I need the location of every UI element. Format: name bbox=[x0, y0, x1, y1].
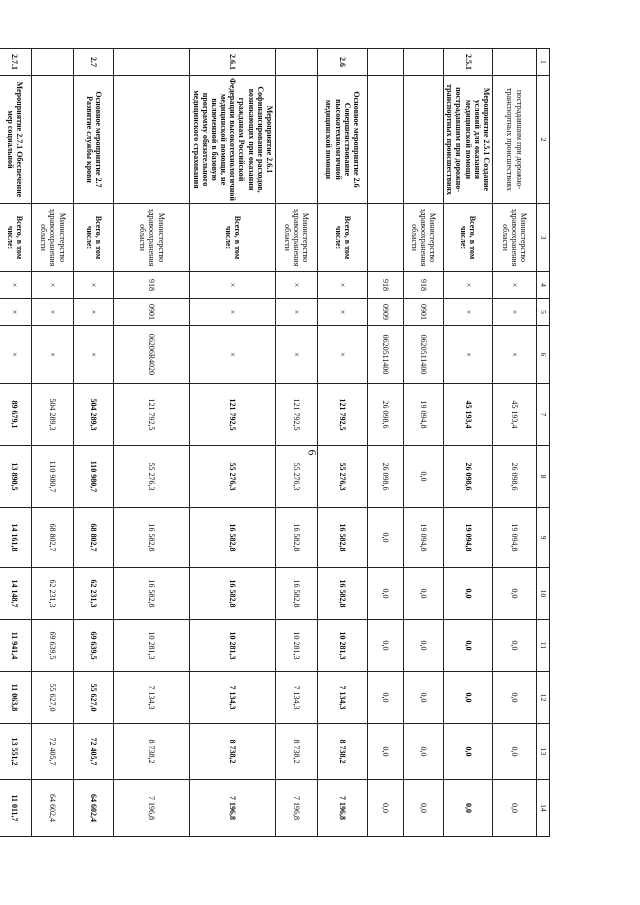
year-value: 10 281,3 bbox=[276, 620, 318, 672]
code-grbs: 918 bbox=[114, 272, 190, 299]
code-rzpr: × bbox=[276, 299, 318, 326]
row-executor: Министерство здравоохранения области bbox=[404, 204, 444, 272]
row-name bbox=[32, 76, 74, 204]
col-number: 14 bbox=[537, 780, 550, 837]
year-value: 11 063,8 bbox=[0, 672, 32, 724]
row-name: Мероприятие 2.5.1 Создание условий для оказания медицинской помощи пострадавшим при дорожно-транспортных происшествиях bbox=[444, 76, 493, 204]
year-value: 16 582,8 bbox=[114, 568, 190, 620]
row-name bbox=[404, 76, 444, 204]
row-name bbox=[276, 76, 318, 204]
year-value: 16 582,8 bbox=[114, 508, 190, 568]
col-number: 4 bbox=[537, 272, 550, 299]
sum-total: 26 098,6 bbox=[368, 384, 404, 446]
sum-total: 45 193,4 bbox=[493, 384, 537, 446]
row-executor: Министерство здравоохранения области bbox=[493, 204, 537, 272]
table-row bbox=[74, 49, 114, 837]
year-value: 13 551,2 bbox=[0, 724, 32, 780]
year-value: 16 582,8 bbox=[190, 568, 276, 620]
sum-total: 19 094,8 bbox=[404, 384, 444, 446]
code-grbs: × bbox=[444, 272, 493, 299]
code-csr: 0620511400 bbox=[368, 326, 404, 384]
code-rzpr: × bbox=[318, 299, 368, 326]
year-value: 11 011,7 bbox=[0, 780, 32, 837]
year-value: 19 094,8 bbox=[444, 508, 493, 568]
year-value: 0,0 bbox=[493, 672, 537, 724]
year-value: 0,0 bbox=[368, 672, 404, 724]
year-value: 10 281,3 bbox=[318, 620, 368, 672]
year-value: 7 134,3 bbox=[318, 672, 368, 724]
row-name: пострадавшим при дорожно-транспортных происшествиях bbox=[493, 76, 537, 204]
code-rzpr: × bbox=[190, 299, 276, 326]
code-csr: × bbox=[74, 326, 114, 384]
code-rzpr: 0901 bbox=[404, 299, 444, 326]
column-number-row bbox=[537, 49, 550, 837]
year-value: 72 405,7 bbox=[74, 724, 114, 780]
year-value: 0,0 bbox=[404, 620, 444, 672]
sum-total: 504 289,3 bbox=[32, 384, 74, 446]
code-csr: × bbox=[444, 326, 493, 384]
year-value: 8 738,2 bbox=[190, 724, 276, 780]
col-number: 7 bbox=[537, 384, 550, 446]
row-executor bbox=[368, 204, 404, 272]
year-value: 0,0 bbox=[444, 780, 493, 837]
row-executor: Всего, в том числе: bbox=[318, 204, 368, 272]
year-value: 55 276,3 bbox=[114, 446, 190, 508]
row-id bbox=[493, 49, 537, 76]
budget-table bbox=[0, 48, 550, 837]
year-value: 0,0 bbox=[404, 780, 444, 837]
table-row bbox=[444, 49, 493, 837]
year-value: 7 196,8 bbox=[318, 780, 368, 837]
row-id bbox=[404, 49, 444, 76]
row-executor: Всего, в том числе: bbox=[0, 204, 32, 272]
col-number: 10 bbox=[537, 568, 550, 620]
year-value: 68 802,7 bbox=[32, 508, 74, 568]
col-number: 2 bbox=[537, 76, 550, 204]
year-value: 72 405,7 bbox=[32, 724, 74, 780]
code-csr: × bbox=[32, 326, 74, 384]
code-csr: 06206R4020 bbox=[114, 326, 190, 384]
year-value: 16 582,8 bbox=[276, 568, 318, 620]
row-id: 2.7.1 bbox=[0, 49, 32, 76]
year-value: 0,0 bbox=[368, 780, 404, 837]
code-csr: × bbox=[190, 326, 276, 384]
year-value: 0,0 bbox=[493, 724, 537, 780]
row-name: Мероприятие 2.7.1 Обеспечение мер социальной bbox=[0, 76, 32, 204]
year-value: 55 276,3 bbox=[190, 446, 276, 508]
year-value: 0,0 bbox=[404, 724, 444, 780]
sum-total: 121 792,5 bbox=[190, 384, 276, 446]
year-value: 16 582,8 bbox=[318, 568, 368, 620]
col-number: 11 bbox=[537, 620, 550, 672]
table-body bbox=[0, 49, 537, 837]
table-row bbox=[190, 49, 276, 837]
year-value: 0,0 bbox=[368, 508, 404, 568]
row-id bbox=[276, 49, 318, 76]
year-value: 19 094,8 bbox=[493, 508, 537, 568]
row-executor: Всего, в том числе: bbox=[190, 204, 276, 272]
year-value: 0,0 bbox=[368, 568, 404, 620]
year-value: 14 148,7 bbox=[0, 568, 32, 620]
code-rzpr: × bbox=[0, 299, 32, 326]
year-value: 10 281,3 bbox=[114, 620, 190, 672]
table-row bbox=[404, 49, 444, 837]
table-row bbox=[276, 49, 318, 837]
year-value: 0,0 bbox=[444, 672, 493, 724]
table-row bbox=[32, 49, 74, 837]
code-csr: × bbox=[0, 326, 32, 384]
sum-total: 45 193,4 bbox=[444, 384, 493, 446]
year-value: 14 161,8 bbox=[0, 508, 32, 568]
year-value: 19 094,8 bbox=[404, 508, 444, 568]
row-name: Мероприятие 2.6.1 Софинансирование расходов, возникающих при оказании гражданам Российской Федерации высокотехнологичной медицинской помощи, не включенной в базовую программу обязательного медицинского страхования bbox=[190, 76, 276, 204]
year-value: 0,0 bbox=[493, 780, 537, 837]
year-value: 7 134,3 bbox=[276, 672, 318, 724]
row-id bbox=[32, 49, 74, 76]
row-name: Основное мероприятие 2.7 Развитие службы крови bbox=[74, 76, 114, 204]
year-value: 10 281,3 bbox=[190, 620, 276, 672]
col-number: 9 bbox=[537, 508, 550, 568]
year-value: 8 738,2 bbox=[114, 724, 190, 780]
row-executor: Министерство здравоохранения области bbox=[32, 204, 74, 272]
year-value: 7 134,3 bbox=[114, 672, 190, 724]
sum-total: 121 792,5 bbox=[114, 384, 190, 446]
col-number: 5 bbox=[537, 299, 550, 326]
year-value: 0,0 bbox=[444, 724, 493, 780]
year-value: 110 980,7 bbox=[74, 446, 114, 508]
code-rzpr: × bbox=[444, 299, 493, 326]
year-value: 68 802,7 bbox=[74, 508, 114, 568]
row-executor: Всего, в том числе: bbox=[74, 204, 114, 272]
year-value: 0,0 bbox=[404, 568, 444, 620]
year-value: 62 231,3 bbox=[74, 568, 114, 620]
table-row bbox=[368, 49, 404, 837]
year-value: 13 890,5 bbox=[0, 446, 32, 508]
year-value: 69 639,5 bbox=[32, 620, 74, 672]
year-value: 0,0 bbox=[404, 672, 444, 724]
page-number: 6 bbox=[305, 449, 320, 456]
year-value: 0,0 bbox=[368, 724, 404, 780]
code-csr: × bbox=[493, 326, 537, 384]
sum-total: 121 792,5 bbox=[318, 384, 368, 446]
row-executor: Министерство здравоохранения области bbox=[114, 204, 190, 272]
row-id: 2.5.1 bbox=[444, 49, 493, 76]
col-number: 6 bbox=[537, 326, 550, 384]
code-rzpr: × bbox=[74, 299, 114, 326]
year-value: 8 738,2 bbox=[318, 724, 368, 780]
code-grbs: × bbox=[493, 272, 537, 299]
col-number: 8 bbox=[537, 446, 550, 508]
col-number: 3 bbox=[537, 204, 550, 272]
year-value: 110 980,7 bbox=[32, 446, 74, 508]
year-value: 0,0 bbox=[444, 568, 493, 620]
row-name: Основное мероприятие 2.6 Совершенствование высокотехнологичной медицинской помощи bbox=[318, 76, 368, 204]
year-value: 62 231,3 bbox=[32, 568, 74, 620]
year-value: 64 602,4 bbox=[74, 780, 114, 837]
row-id: 2.6 bbox=[318, 49, 368, 76]
year-value: 16 582,8 bbox=[276, 508, 318, 568]
year-value: 0,0 bbox=[368, 620, 404, 672]
year-value: 0,0 bbox=[493, 568, 537, 620]
year-value: 7 196,8 bbox=[190, 780, 276, 837]
code-rzpr: 0901 bbox=[114, 299, 190, 326]
year-value: 7 134,3 bbox=[190, 672, 276, 724]
year-value: 55 276,3 bbox=[276, 446, 318, 508]
code-grbs: × bbox=[318, 272, 368, 299]
code-grbs: × bbox=[74, 272, 114, 299]
year-value: 16 582,8 bbox=[318, 508, 368, 568]
code-grbs: × bbox=[32, 272, 74, 299]
sum-total: 121 792,5 bbox=[276, 384, 318, 446]
code-grbs: × bbox=[0, 272, 32, 299]
year-value: 55 627,0 bbox=[32, 672, 74, 724]
sum-total: 89 679,1 bbox=[0, 384, 32, 446]
year-value: 8 738,2 bbox=[276, 724, 318, 780]
col-number: 12 bbox=[537, 672, 550, 724]
row-id bbox=[368, 49, 404, 76]
code-grbs: × bbox=[276, 272, 318, 299]
sum-total: 504 289,3 bbox=[74, 384, 114, 446]
code-csr: × bbox=[318, 326, 368, 384]
year-value: 0,0 bbox=[404, 446, 444, 508]
year-value: 55 276,3 bbox=[318, 446, 368, 508]
year-value: 7 196,8 bbox=[114, 780, 190, 837]
code-grbs: × bbox=[190, 272, 276, 299]
year-value: 16 582,8 bbox=[190, 508, 276, 568]
year-value: 26 098,6 bbox=[493, 446, 537, 508]
code-grbs: 918 bbox=[404, 272, 444, 299]
col-number: 1 bbox=[537, 49, 550, 76]
table-row bbox=[493, 49, 537, 837]
year-value: 26 098,6 bbox=[368, 446, 404, 508]
table-row bbox=[114, 49, 190, 837]
year-value: 69 639,5 bbox=[74, 620, 114, 672]
col-number: 13 bbox=[537, 724, 550, 780]
rotated-table-page bbox=[5, 48, 550, 836]
table-row bbox=[0, 49, 32, 837]
year-value: 11 941,4 bbox=[0, 620, 32, 672]
row-id: 2.6.1 bbox=[190, 49, 276, 76]
year-value: 55 627,0 bbox=[74, 672, 114, 724]
year-value: 7 196,8 bbox=[276, 780, 318, 837]
year-value: 26 098,6 bbox=[444, 446, 493, 508]
row-executor: Министерство здравоохранения области bbox=[276, 204, 318, 272]
code-rzpr: × bbox=[32, 299, 74, 326]
table-row bbox=[318, 49, 368, 837]
code-csr: × bbox=[276, 326, 318, 384]
code-csr: 0620511400 bbox=[404, 326, 444, 384]
code-rzpr: × bbox=[493, 299, 537, 326]
row-id: 2.7 bbox=[74, 49, 114, 76]
year-value: 0,0 bbox=[493, 620, 537, 672]
year-value: 0,0 bbox=[444, 620, 493, 672]
row-name bbox=[114, 76, 190, 204]
code-grbs: 918 bbox=[368, 272, 404, 299]
row-name bbox=[368, 76, 404, 204]
year-value: 64 602,4 bbox=[32, 780, 74, 837]
code-rzpr: 0909 bbox=[368, 299, 404, 326]
row-executor: Всего, в том числе: bbox=[444, 204, 493, 272]
row-id bbox=[114, 49, 190, 76]
